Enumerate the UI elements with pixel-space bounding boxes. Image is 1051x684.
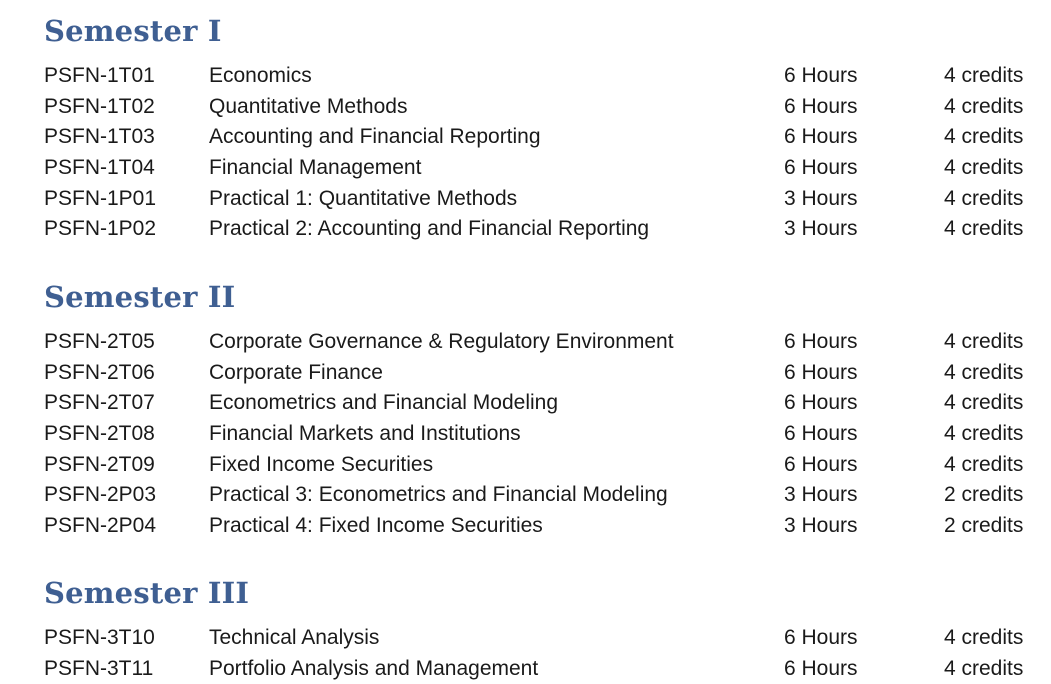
course-row — [44, 480, 1044, 511]
course-row — [44, 184, 1044, 215]
course-row — [44, 419, 1044, 450]
semester-3-section — [44, 576, 1044, 684]
course-hours: 6 Hours — [784, 330, 858, 353]
course-code: PSFN-1P02 — [44, 217, 157, 241]
course-credits: 2 credits — [944, 514, 1024, 538]
course-name: Technical Analysis — [209, 626, 380, 649]
course-code: PSFN-2P03 — [44, 483, 157, 507]
course-name: Practical 2: Accounting and Financial Reporting — [209, 217, 650, 241]
course-credits: 4 credits — [944, 360, 1024, 384]
course-code: PSFN-2T06 — [44, 360, 155, 384]
course-row — [44, 654, 1044, 684]
semester-2-section — [44, 280, 1044, 542]
course-code: PSFN-1T01 — [44, 64, 155, 87]
course-code: PSFN-1T04 — [44, 156, 155, 180]
course-hours: 3 Hours — [784, 217, 858, 241]
course-credits: 4 credits — [944, 217, 1024, 241]
course-code: PSFN-1T03 — [44, 125, 155, 149]
course-credits: 4 credits — [944, 125, 1024, 149]
semester-heading: Semester I — [44, 14, 222, 48]
course-code: PSFN-2T07 — [44, 391, 155, 415]
semester-1-section — [44, 14, 1044, 245]
course-code: PSFN-3T11 — [44, 656, 154, 680]
course-hours: 3 Hours — [784, 514, 858, 538]
course-hours: 3 Hours — [784, 186, 858, 210]
course-code: PSFN-1T02 — [44, 94, 155, 118]
course-hours: 6 Hours — [784, 125, 858, 149]
course-row — [44, 153, 1044, 184]
course-code: PSFN-2T08 — [44, 422, 155, 446]
semester-heading: Semester II — [44, 280, 236, 314]
course-hours: 6 Hours — [784, 626, 858, 649]
course-hours: 6 Hours — [784, 452, 858, 476]
course-hours: 6 Hours — [784, 64, 858, 87]
course-credits: 4 credits — [944, 656, 1024, 680]
course-name: Corporate Finance — [209, 360, 383, 384]
course-row — [44, 92, 1044, 123]
course-list — [44, 61, 1044, 245]
course-row — [44, 122, 1044, 153]
course-row — [44, 623, 1044, 654]
course-row — [44, 450, 1044, 481]
course-name: Portfolio Analysis and Management — [209, 656, 539, 680]
course-credits: 4 credits — [944, 64, 1024, 87]
course-hours: 3 Hours — [784, 483, 858, 507]
course-credits: 4 credits — [944, 626, 1024, 649]
course-hours: 6 Hours — [784, 156, 858, 180]
course-hours: 6 Hours — [784, 94, 858, 118]
course-row — [44, 511, 1044, 542]
course-row — [44, 61, 1044, 92]
course-code: PSFN-2P04 — [44, 514, 157, 538]
course-name: Economics — [209, 64, 312, 87]
course-code: PSFN-1P01 — [44, 186, 157, 210]
course-credits: 4 credits — [944, 391, 1024, 415]
course-credits: 4 credits — [944, 422, 1024, 446]
course-code: PSFN-2T09 — [44, 452, 155, 476]
course-name: Corporate Governance & Regulatory Environment — [209, 330, 674, 353]
course-credits: 4 credits — [944, 330, 1024, 353]
course-name: Financial Markets and Institutions — [209, 422, 521, 446]
course-list — [44, 327, 1044, 542]
course-credits: 4 credits — [944, 186, 1024, 210]
course-hours: 6 Hours — [784, 360, 858, 384]
course-row — [44, 358, 1044, 389]
course-code: PSFN-2T05 — [44, 330, 155, 353]
course-name: Quantitative Methods — [209, 94, 408, 118]
course-name: Econometrics and Financial Modeling — [209, 391, 559, 415]
course-credits: 4 credits — [944, 156, 1024, 180]
course-hours: 6 Hours — [784, 391, 858, 415]
course-credits: 4 credits — [944, 94, 1024, 118]
course-name: Accounting and Financial Reporting — [209, 125, 541, 149]
course-row — [44, 388, 1044, 419]
course-name: Fixed Income Securities — [209, 452, 434, 476]
course-name: Financial Management — [209, 156, 422, 180]
course-list — [44, 623, 1044, 684]
course-credits: 4 credits — [944, 452, 1024, 476]
course-row — [44, 327, 1044, 358]
course-hours: 6 Hours — [784, 656, 858, 680]
course-name: Practical 1: Quantitative Methods — [209, 186, 518, 210]
course-credits: 2 credits — [944, 483, 1024, 507]
course-hours: 6 Hours — [784, 422, 858, 446]
course-code: PSFN-3T10 — [44, 626, 155, 649]
course-row — [44, 214, 1044, 245]
course-name: Practical 3: Econometrics and Financial Modeling — [209, 483, 668, 507]
course-name: Practical 4: Fixed Income Securities — [209, 514, 543, 538]
semester-heading: Semester III — [44, 576, 250, 610]
